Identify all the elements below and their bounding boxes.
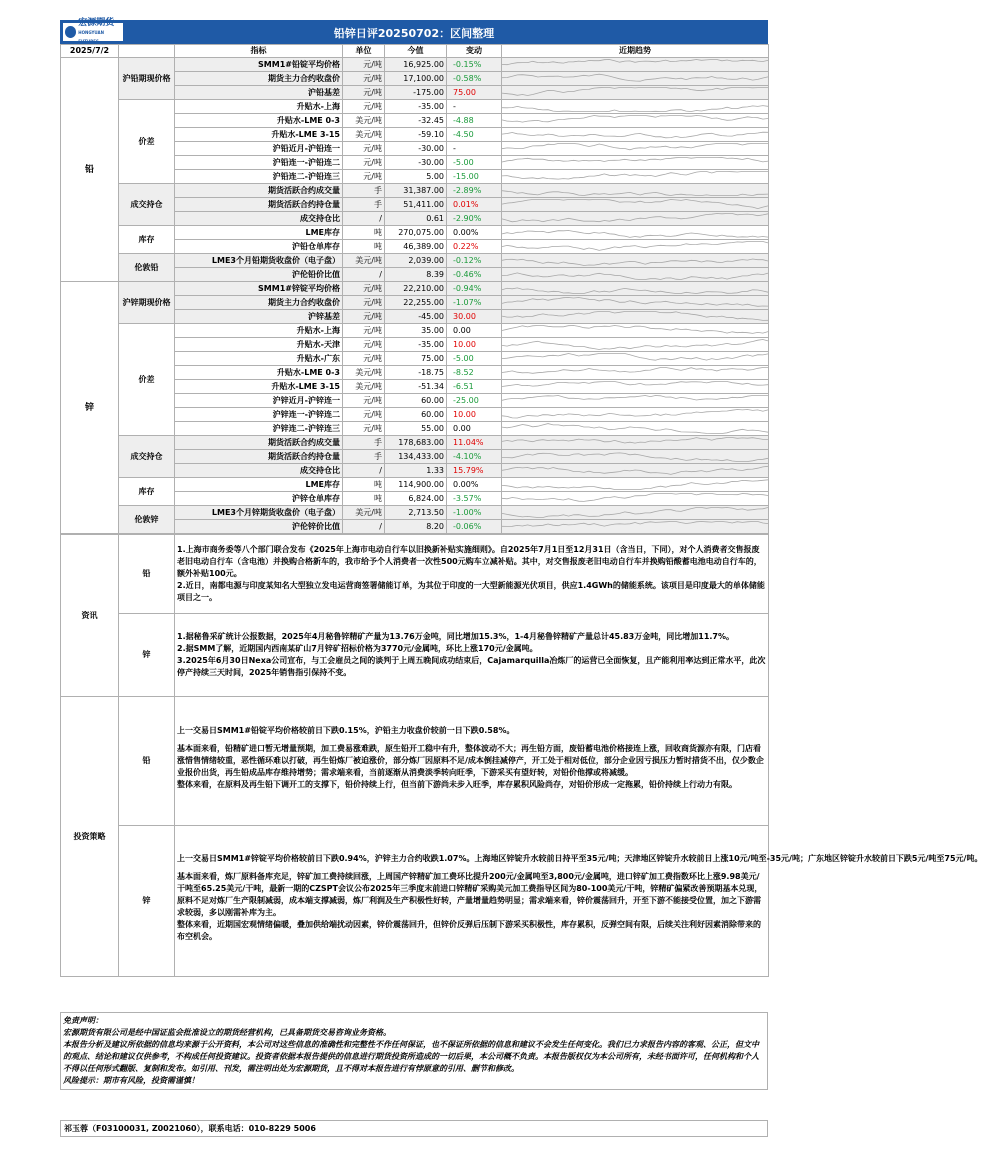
strategy-zinc-analysis: 基本面来看，炼厂原料备库充足，锌矿加工费持续回涨，上周国产锌精矿加工费环比提升200元/金属吨至3,800元/金属吨，进口锌矿加工费指数环比上涨9.98美元/干吨至65.25美元/干吨，最新一期的CZSPT会议公布2025年三季度末前进口锌精矿采购美元加工费指导区间为80-100美元/干吨，锌精矿偏紧改善预期基本兑现，原料不足对炼厂生产限制减弱，成本端支撑减弱，炼厂利润及生产积极性好转，产量增量趋势明显；需求端来看，锌价震荡回升，开至下游不能接受位置，加之下游需求较弱，多以刚需补库为主。 整体来看，近期国宏观情绪偏暖，叠加供给端扰动因素，锌价震荡回升，但锌价反弹后压制下游采买积极性，库存累积，反弹空间有限，后续关注利好因素消除带来的布空机会。 xyxy=(177,872,763,941)
indicator-name: 升贴水-LME 3-15 xyxy=(175,380,343,394)
disclaimer-text: 宏源期货有限公司是经中国证监会批准设立的期货经营机构，已具备期货交易咨询业务资格。 本报告分析及建议所依据的信息均来源于公开资料，本公司对这些信息的准确性和完整性不作任何保证，也不保证所依据的信息和建议不会发生任何变化。我们已力求报告内容的客观、公正，但文中的观点、结论和建议仅供参考，不构成任何投资建议。投资者依据本报告提供的信息进行期货投资所造成的一切后果，本公司概不负责。本报告版权仅为本公司所有，未经书面许可，任何机构和个人不得以任何形式翻版、复制和发布。如引用、刊发，需注明出处为宏源期货，且不得对本报告进行有悖原意的引用、删节和修改。 风险提示：期市有风险，投资需谨慎！ xyxy=(63,1028,759,1085)
trend-cell xyxy=(502,268,769,282)
today-value: 60.00 xyxy=(385,394,447,408)
trend-cell xyxy=(502,450,769,464)
today-value: 60.00 xyxy=(385,408,447,422)
unit-value: 美元/吨 xyxy=(343,114,385,128)
change-value: -15.00 xyxy=(447,170,502,184)
strategy-zinc-text xyxy=(175,826,982,977)
group-label: 库存 xyxy=(119,478,175,506)
today-value: -35.00 xyxy=(385,100,447,114)
indicator-row xyxy=(61,324,769,338)
trend-cell xyxy=(502,296,769,310)
indicator-name: 沪锌近月-沪锌连一 xyxy=(175,394,343,408)
unit-value: 美元/吨 xyxy=(343,380,385,394)
trend-cell xyxy=(502,464,769,478)
today-value: 178,683.00 xyxy=(385,436,447,450)
today-value: -175.00 xyxy=(385,86,447,100)
indicator-row xyxy=(61,100,769,114)
group-label: 价差 xyxy=(119,324,175,436)
disclaimer-title: 免责声明： xyxy=(63,1016,103,1025)
unit-value: 元/吨 xyxy=(343,72,385,86)
trend-sparkline xyxy=(502,366,768,379)
trend-sparkline xyxy=(502,408,768,421)
indicator-row xyxy=(61,58,769,72)
today-value: 134,433.00 xyxy=(385,450,447,464)
today-value: 46,389.00 xyxy=(385,240,447,254)
today-value: 2,713.50 xyxy=(385,506,447,520)
change-value: -1.00% xyxy=(447,506,502,520)
change-header: 变动 xyxy=(447,45,502,58)
indicator-name: 沪铅基差 xyxy=(175,86,343,100)
indicator-name: 沪铅近月-沪铅连一 xyxy=(175,142,343,156)
trend-cell xyxy=(502,506,769,520)
today-value: 16,925.00 xyxy=(385,58,447,72)
trend-cell xyxy=(502,282,769,296)
today-value: 6,824.00 xyxy=(385,492,447,506)
indicator-name: SMM1#铅锭平均价格 xyxy=(175,58,343,72)
today-value: -30.00 xyxy=(385,156,447,170)
strategy-section-label: 投资策略 xyxy=(61,697,119,977)
indicator-name: 沪锌基差 xyxy=(175,310,343,324)
change-value: 0.00% xyxy=(447,478,502,492)
indicator-row xyxy=(61,226,769,240)
trend-sparkline xyxy=(502,464,768,477)
unit-value: 手 xyxy=(343,198,385,212)
indicator-name: LME3个月铅期货收盘价（电子盘） xyxy=(175,254,343,268)
trend-sparkline xyxy=(502,240,768,253)
trend-cell xyxy=(502,310,769,324)
unit-value: 美元/吨 xyxy=(343,128,385,142)
change-value: -5.00 xyxy=(447,352,502,366)
news-zinc-label: 锌 xyxy=(119,614,175,697)
strategy-zinc-summary: 上一交易日SMM1#锌锭平均价格较前日下跌0.94%，沪锌主力合约收跌1.07%。上海地区锌锭升水较前日持平至35元/吨；天津地区锌锭升水较前日上涨10元/吨至-35元/吨；广东地区锌锭升水较前日下跌5元/吨至75元/吨。 xyxy=(177,854,982,863)
change-value: -3.57% xyxy=(447,492,502,506)
indicator-name: SMM1#锌锭平均价格 xyxy=(175,282,343,296)
unit-value: / xyxy=(343,464,385,478)
change-value: - xyxy=(447,142,502,156)
indicator-name: 升贴水-上海 xyxy=(175,324,343,338)
today-value: -51.34 xyxy=(385,380,447,394)
change-value: 30.00 xyxy=(447,310,502,324)
trend-sparkline xyxy=(502,86,768,99)
trend-sparkline xyxy=(502,380,768,393)
unit-value: 手 xyxy=(343,436,385,450)
trend-sparkline xyxy=(502,310,768,323)
news-zinc-text: 1.据秘鲁采矿统计公报数据，2025年4月秘鲁锌精矿产量为13.76万金吨，同比增加15.3%，1-4月秘鲁锌精矿产量总计45.83万金吨，同比增加11.7%。 2.据SMM了解，近期国内西南某矿山7月锌矿招标价格为3770元/金属吨，环比上涨170元/金属吨。 3.2025年6月30日Nexa公司宣布，与工会雇员之间的谈判于上周五晚间成功结束后，Cajamarquilla冶炼厂的运营已全面恢复，且产能利用率达到正常水平，此次停产持续三天时间，2025年销售指引保持不变。 xyxy=(175,614,769,697)
indicator-name: 沪铅仓单库存 xyxy=(175,240,343,254)
unit-value: 元/吨 xyxy=(343,324,385,338)
trend-sparkline xyxy=(502,142,768,155)
change-value: -2.90% xyxy=(447,212,502,226)
change-value: -8.52 xyxy=(447,366,502,380)
trend-cell xyxy=(502,324,769,338)
strategy-lead-analysis: 基本面来看，铅精矿进口暂无增量预期，加工费易涨难跌，原生铅开工稳中有升，整体波动不大；再生铅方面，废铅蓄电池价格接连上涨，回收商货源亦有限，门店看涨惜售情绪较重，恶性循环难以打破，再生铅炼厂被迫涨价，部分炼厂因原料不足/成本倒挂减停产，开工处于相对低位，部分企业因亏损压力暂时措货不出，仅少数企业报价出货，再生铅成品库存维持增势；需求端来看，当前逐渐从消费淡季转向旺季，下游采买有望好转，对铅价他撑或将减缓。 整体来看，在原料及再生铅下调开工的支撑下，铅价持续上行，但当前下游尚未步入旺季，库存累积风险尚存，对铅价形成一定拖累，铅价持续上行动力有限。 xyxy=(177,744,764,789)
trend-cell xyxy=(502,240,769,254)
trend-sparkline xyxy=(502,282,768,295)
trend-sparkline xyxy=(502,128,768,141)
group-label: 沪铅期现价格 xyxy=(119,58,175,100)
indicator-row xyxy=(61,282,769,296)
change-value: -5.00 xyxy=(447,156,502,170)
unit-value: 吨 xyxy=(343,226,385,240)
group-label: 伦敦锌 xyxy=(119,506,175,534)
trend-sparkline xyxy=(502,226,768,239)
today-value: 55.00 xyxy=(385,422,447,436)
trend-sparkline xyxy=(502,506,768,519)
disclaimer xyxy=(60,1012,768,1090)
trend-cell xyxy=(502,100,769,114)
trend-sparkline xyxy=(502,450,768,463)
indicator-name: 期货主力合约收盘价 xyxy=(175,296,343,310)
trend-cell xyxy=(502,380,769,394)
unit-value: 吨 xyxy=(343,478,385,492)
trend-sparkline xyxy=(502,212,768,225)
today-value: 22,255.00 xyxy=(385,296,447,310)
unit-value: 元/吨 xyxy=(343,100,385,114)
unit-value: 手 xyxy=(343,184,385,198)
change-value: -0.58% xyxy=(447,72,502,86)
change-value: - xyxy=(447,100,502,114)
unit-value: 元/吨 xyxy=(343,422,385,436)
group-label: 伦敦铅 xyxy=(119,254,175,282)
unit-value: / xyxy=(343,520,385,534)
today-value: 0.61 xyxy=(385,212,447,226)
strategy-lead-text xyxy=(175,697,769,826)
news-table xyxy=(60,534,982,977)
indicator-name: 期货活跃合约成交量 xyxy=(175,184,343,198)
unit-value: / xyxy=(343,268,385,282)
change-value: 0.00 xyxy=(447,324,502,338)
trend-cell xyxy=(502,520,769,534)
trend-sparkline xyxy=(502,394,768,407)
unit-value: 元/吨 xyxy=(343,352,385,366)
trend-cell xyxy=(502,338,769,352)
group-label: 价差 xyxy=(119,100,175,184)
unit-header: 单位 xyxy=(343,45,385,58)
trend-cell xyxy=(502,478,769,492)
today-value: 35.00 xyxy=(385,324,447,338)
trend-sparkline xyxy=(502,352,768,365)
trend-sparkline xyxy=(502,170,768,183)
strategy-lead-summary: 上一交易日SMM1#铅锭平均价格较前日下跌0.15%，沪铅主力收盘价较前一日下跌0.58%。 xyxy=(177,726,515,735)
trend-sparkline xyxy=(502,184,768,197)
change-value: 11.04% xyxy=(447,436,502,450)
unit-value: 手 xyxy=(343,450,385,464)
indicator-name: LME库存 xyxy=(175,226,343,240)
analyst-contact: 祁玉蓉（F03100031, Z0021060），联系电话：010-8229 5006 xyxy=(60,1120,768,1137)
trend-cell xyxy=(502,436,769,450)
indicator-name: 升贴水-天津 xyxy=(175,338,343,352)
change-value: 0.01% xyxy=(447,198,502,212)
logo-text: 宏源期货 xyxy=(78,17,115,28)
change-value: -4.10% xyxy=(447,450,502,464)
trend-sparkline xyxy=(502,324,768,337)
strategy-lead-label: 铅 xyxy=(119,697,175,826)
indicator-name: 成交持仓比 xyxy=(175,212,343,226)
today-value: 270,075.00 xyxy=(385,226,447,240)
indicator-name: 期货活跃合约持仓量 xyxy=(175,450,343,464)
trend-sparkline xyxy=(502,72,768,85)
today-value: -45.00 xyxy=(385,310,447,324)
unit-value: 吨 xyxy=(343,240,385,254)
unit-value: 元/吨 xyxy=(343,170,385,184)
trend-cell xyxy=(502,142,769,156)
trend-cell xyxy=(502,198,769,212)
trend-cell xyxy=(502,226,769,240)
unit-value: 元/吨 xyxy=(343,142,385,156)
change-value: -0.94% xyxy=(447,282,502,296)
group-label: 库存 xyxy=(119,226,175,254)
report-title: 铅锌日评20250702：区间整理 xyxy=(333,27,495,40)
news-lead-text: 1.上海市商务委等八个部门联合发布《2025年上海市电动自行车以旧换新补贴实施细则》。自2025年7月1日至12月31日（含当日，下同），对个人消费者交售报废老旧电动自行车（含电池）并换购合格新车的，我市给予个人消费者一次性500元购车立减补贴。其中，对交售报废老旧电动自行车并换购铅酸蓄电池电动自行车的，额外补贴100元。 2.近日，南都电源与印度某知名大型独立发电运营商签署储能订单，为其位于印度的一大型新能源光伏项目，供应1.4GWh的储能系统。该项目是印度最大的单体储能项目之一。 xyxy=(175,535,769,614)
trend-sparkline xyxy=(502,296,768,309)
change-value: 0.22% xyxy=(447,240,502,254)
indicator-name: 沪铅连一-沪铅连二 xyxy=(175,156,343,170)
indicator-name: 升贴水-LME 3-15 xyxy=(175,128,343,142)
trend-cell xyxy=(502,114,769,128)
unit-value: 元/吨 xyxy=(343,282,385,296)
table-header-row xyxy=(61,45,769,58)
trend-cell xyxy=(502,394,769,408)
lead-category-label: 铅 xyxy=(61,58,119,282)
indicator-name: 升贴水-广东 xyxy=(175,352,343,366)
change-value: 0.00 xyxy=(447,422,502,436)
trend-sparkline xyxy=(502,422,768,435)
trend-cell xyxy=(502,58,769,72)
indicator-name: 成交持仓比 xyxy=(175,464,343,478)
unit-value: 美元/吨 xyxy=(343,254,385,268)
group-label: 成交持仓 xyxy=(119,184,175,226)
change-value: -2.89% xyxy=(447,184,502,198)
indicator-name: 期货活跃合约持仓量 xyxy=(175,198,343,212)
unit-value: 元/吨 xyxy=(343,156,385,170)
today-value: 31,387.00 xyxy=(385,184,447,198)
today-value: 51,411.00 xyxy=(385,198,447,212)
indicator-name: LME库存 xyxy=(175,478,343,492)
trend-cell xyxy=(502,492,769,506)
today-value: 8.20 xyxy=(385,520,447,534)
unit-value: 元/吨 xyxy=(343,394,385,408)
news-lead-label: 铅 xyxy=(119,535,175,614)
change-value: -4.50 xyxy=(447,128,502,142)
today-value: 22,210.00 xyxy=(385,282,447,296)
report-frame xyxy=(60,17,982,977)
indicator-name: 期货主力合约收盘价 xyxy=(175,72,343,86)
today-value: -32.45 xyxy=(385,114,447,128)
trend-sparkline xyxy=(502,100,768,113)
trend-sparkline xyxy=(502,268,768,281)
indicator-name: 沪锌连二-沪锌连三 xyxy=(175,422,343,436)
unit-value: 美元/吨 xyxy=(343,366,385,380)
indicator-name: 沪伦铅价比值 xyxy=(175,268,343,282)
unit-value: / xyxy=(343,212,385,226)
today-header: 今值 xyxy=(385,45,447,58)
today-value: -18.75 xyxy=(385,366,447,380)
today-value: -30.00 xyxy=(385,142,447,156)
trend-cell xyxy=(502,86,769,100)
trend-cell xyxy=(502,156,769,170)
change-value: 10.00 xyxy=(447,408,502,422)
indicator-name: 升贴水-LME 0-3 xyxy=(175,114,343,128)
trend-cell xyxy=(502,184,769,198)
unit-value: 元/吨 xyxy=(343,310,385,324)
trend-cell xyxy=(502,128,769,142)
today-value: -35.00 xyxy=(385,338,447,352)
trend-header: 近期趋势 xyxy=(502,45,769,58)
group-label: 成交持仓 xyxy=(119,436,175,478)
zinc-category-label: 锌 xyxy=(61,282,119,534)
change-value: -4.88 xyxy=(447,114,502,128)
trend-cell xyxy=(502,422,769,436)
trend-sparkline xyxy=(502,520,768,533)
change-value: -1.07% xyxy=(447,296,502,310)
indicator-header: 指标 xyxy=(175,45,343,58)
indicator-name: 期货活跃合约成交量 xyxy=(175,436,343,450)
trend-cell xyxy=(502,212,769,226)
today-value: 75.00 xyxy=(385,352,447,366)
logo-subtext: HONGYUAN FUTURES xyxy=(78,29,104,44)
trend-cell xyxy=(502,352,769,366)
trend-sparkline xyxy=(502,198,768,211)
unit-value: 元/吨 xyxy=(343,338,385,352)
indicator-row xyxy=(61,436,769,450)
indicator-name: 沪伦锌价比值 xyxy=(175,520,343,534)
today-value: 1.33 xyxy=(385,464,447,478)
today-value: 114,900.00 xyxy=(385,478,447,492)
today-value: 8.39 xyxy=(385,268,447,282)
trend-sparkline xyxy=(502,254,768,267)
indicator-name: LME3个月锌期货收盘价（电子盘） xyxy=(175,506,343,520)
trend-sparkline xyxy=(502,436,768,449)
today-value: 5.00 xyxy=(385,170,447,184)
change-value: -6.51 xyxy=(447,380,502,394)
indicator-row xyxy=(61,506,769,520)
unit-value: 吨 xyxy=(343,492,385,506)
trend-sparkline xyxy=(502,478,768,491)
today-value: 17,100.00 xyxy=(385,72,447,86)
change-value: 10.00 xyxy=(447,338,502,352)
news-section-label: 资讯 xyxy=(61,535,119,697)
report-header xyxy=(60,17,768,44)
change-value: -0.46% xyxy=(447,268,502,282)
strategy-zinc-label: 锌 xyxy=(119,826,175,977)
unit-value: 元/吨 xyxy=(343,408,385,422)
change-value: 0.00% xyxy=(447,226,502,240)
change-value: -0.15% xyxy=(447,58,502,72)
change-value: -0.12% xyxy=(447,254,502,268)
change-value: 75.00 xyxy=(447,86,502,100)
indicator-name: 沪锌仓单库存 xyxy=(175,492,343,506)
indicator-name: 沪锌连一-沪锌连二 xyxy=(175,408,343,422)
trend-sparkline xyxy=(502,114,768,127)
change-value: 15.79% xyxy=(447,464,502,478)
trend-cell xyxy=(502,408,769,422)
unit-value: 元/吨 xyxy=(343,296,385,310)
indicator-name: 沪铅连二-沪铅连三 xyxy=(175,170,343,184)
unit-value: 元/吨 xyxy=(343,86,385,100)
indicator-name: 升贴水-LME 0-3 xyxy=(175,366,343,380)
trend-sparkline xyxy=(502,156,768,169)
indicator-name: 升贴水-上海 xyxy=(175,100,343,114)
indicator-row xyxy=(61,478,769,492)
trend-sparkline xyxy=(502,492,768,505)
trend-cell xyxy=(502,72,769,86)
trend-cell xyxy=(502,254,769,268)
indicator-row xyxy=(61,184,769,198)
change-value: -25.00 xyxy=(447,394,502,408)
unit-value: 元/吨 xyxy=(343,58,385,72)
trend-sparkline xyxy=(502,58,768,71)
change-value: -0.06% xyxy=(447,520,502,534)
unit-value: 美元/吨 xyxy=(343,506,385,520)
group-label: 沪锌期现价格 xyxy=(119,282,175,324)
indicator-table xyxy=(60,44,769,534)
trend-cell xyxy=(502,170,769,184)
trend-cell xyxy=(502,366,769,380)
today-value: -59.10 xyxy=(385,128,447,142)
trend-sparkline xyxy=(502,338,768,351)
date-header: 2025/7/2 xyxy=(61,45,119,58)
today-value: 2,039.00 xyxy=(385,254,447,268)
indicator-row xyxy=(61,254,769,268)
